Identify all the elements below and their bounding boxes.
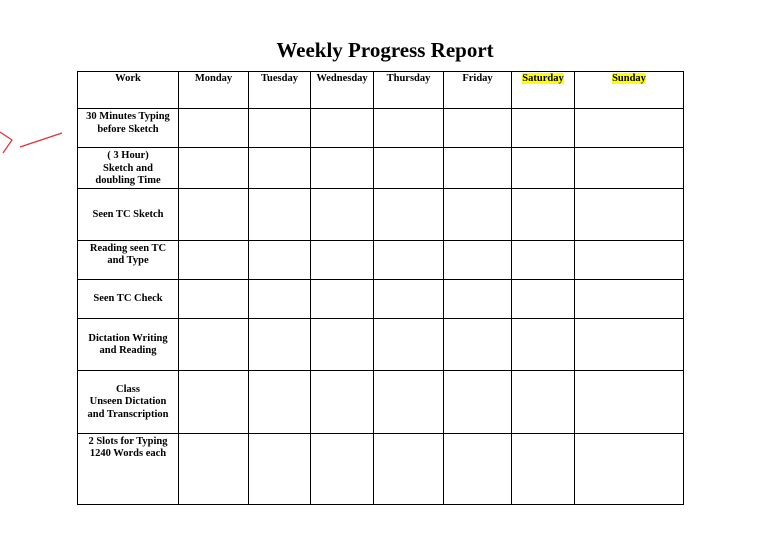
day-cell[interactable] — [374, 109, 444, 148]
table-row — [78, 433, 684, 504]
task-cell: Reading seen TC and Type — [78, 240, 179, 279]
day-cell[interactable] — [444, 109, 512, 148]
table-row — [78, 188, 684, 240]
day-cell[interactable] — [249, 318, 311, 370]
hand-drawn-arrow-icon — [0, 120, 80, 170]
table-row — [78, 148, 684, 189]
day-cell[interactable] — [374, 318, 444, 370]
day-cell[interactable] — [512, 240, 575, 279]
day-cell[interactable] — [575, 109, 684, 148]
header-saturday — [512, 72, 575, 109]
report-title: Weekly Progress Report — [276, 38, 494, 62]
day-cell[interactable] — [179, 370, 249, 433]
day-cell[interactable] — [512, 148, 575, 189]
day-cell[interactable] — [512, 318, 575, 370]
day-cell[interactable] — [179, 240, 249, 279]
day-cell[interactable] — [512, 370, 575, 433]
day-cell[interactable] — [179, 188, 249, 240]
table-row — [78, 240, 684, 279]
task-cell: Class Unseen Dictation and Transcription — [78, 370, 179, 433]
day-cell[interactable] — [444, 318, 512, 370]
day-cell[interactable] — [512, 433, 575, 504]
day-cell[interactable] — [249, 433, 311, 504]
day-cell[interactable] — [575, 318, 684, 370]
day-cell[interactable] — [575, 279, 684, 318]
header-work: Work — [78, 72, 179, 109]
day-cell[interactable] — [311, 370, 374, 433]
day-cell[interactable] — [374, 370, 444, 433]
header-wednesday: Wednesday — [311, 72, 374, 109]
day-cell[interactable] — [249, 148, 311, 189]
header-monday: Monday — [179, 72, 249, 109]
day-cell[interactable] — [512, 109, 575, 148]
day-cell[interactable] — [374, 240, 444, 279]
day-cell[interactable] — [311, 318, 374, 370]
table-row — [78, 318, 684, 370]
day-cell[interactable] — [512, 188, 575, 240]
day-cell[interactable] — [249, 188, 311, 240]
day-cell[interactable] — [179, 279, 249, 318]
task-cell: Seen TC Check — [78, 279, 179, 318]
day-cell[interactable] — [179, 109, 249, 148]
table-row — [78, 370, 684, 433]
day-cell[interactable] — [575, 240, 684, 279]
sunday-highlight: Sunday — [612, 73, 646, 84]
header-sunday — [575, 72, 684, 109]
day-cell[interactable] — [311, 188, 374, 240]
day-cell[interactable] — [249, 240, 311, 279]
day-cell[interactable] — [374, 188, 444, 240]
task-cell: ( 3 Hour) Sketch and doubling Time — [78, 148, 179, 189]
day-cell[interactable] — [444, 433, 512, 504]
day-cell[interactable] — [374, 279, 444, 318]
day-cell[interactable] — [249, 370, 311, 433]
day-cell[interactable] — [179, 148, 249, 189]
task-cell: 2 Slots for Typing 1240 Words each — [78, 433, 179, 504]
table-row — [78, 279, 684, 318]
day-cell[interactable] — [575, 148, 684, 189]
header-tuesday: Tuesday — [249, 72, 311, 109]
day-cell[interactable] — [575, 370, 684, 433]
progress-table — [77, 71, 684, 505]
day-cell[interactable] — [311, 109, 374, 148]
day-cell[interactable] — [444, 188, 512, 240]
day-cell[interactable] — [249, 109, 311, 148]
day-cell[interactable] — [179, 433, 249, 504]
day-cell[interactable] — [311, 148, 374, 189]
day-cell[interactable] — [444, 370, 512, 433]
saturday-highlight: Saturday — [522, 73, 564, 84]
header-thursday: Thursday — [374, 72, 444, 109]
task-cell: 30 Minutes Typing before Sketch — [78, 109, 179, 148]
day-cell[interactable] — [374, 433, 444, 504]
day-cell[interactable] — [444, 148, 512, 189]
day-cell[interactable] — [249, 279, 311, 318]
table-row — [78, 109, 684, 148]
day-cell[interactable] — [311, 433, 374, 504]
day-cell[interactable] — [575, 188, 684, 240]
day-cell[interactable] — [311, 240, 374, 279]
day-cell[interactable] — [311, 279, 374, 318]
task-cell: Seen TC Sketch — [78, 188, 179, 240]
day-cell[interactable] — [512, 279, 575, 318]
task-cell: Dictation Writing and Reading — [78, 318, 179, 370]
day-cell[interactable] — [444, 279, 512, 318]
day-cell[interactable] — [575, 433, 684, 504]
day-cell[interactable] — [374, 148, 444, 189]
day-cell[interactable] — [444, 240, 512, 279]
header-friday: Friday — [444, 72, 512, 109]
day-cell[interactable] — [179, 318, 249, 370]
header-row — [78, 72, 684, 109]
